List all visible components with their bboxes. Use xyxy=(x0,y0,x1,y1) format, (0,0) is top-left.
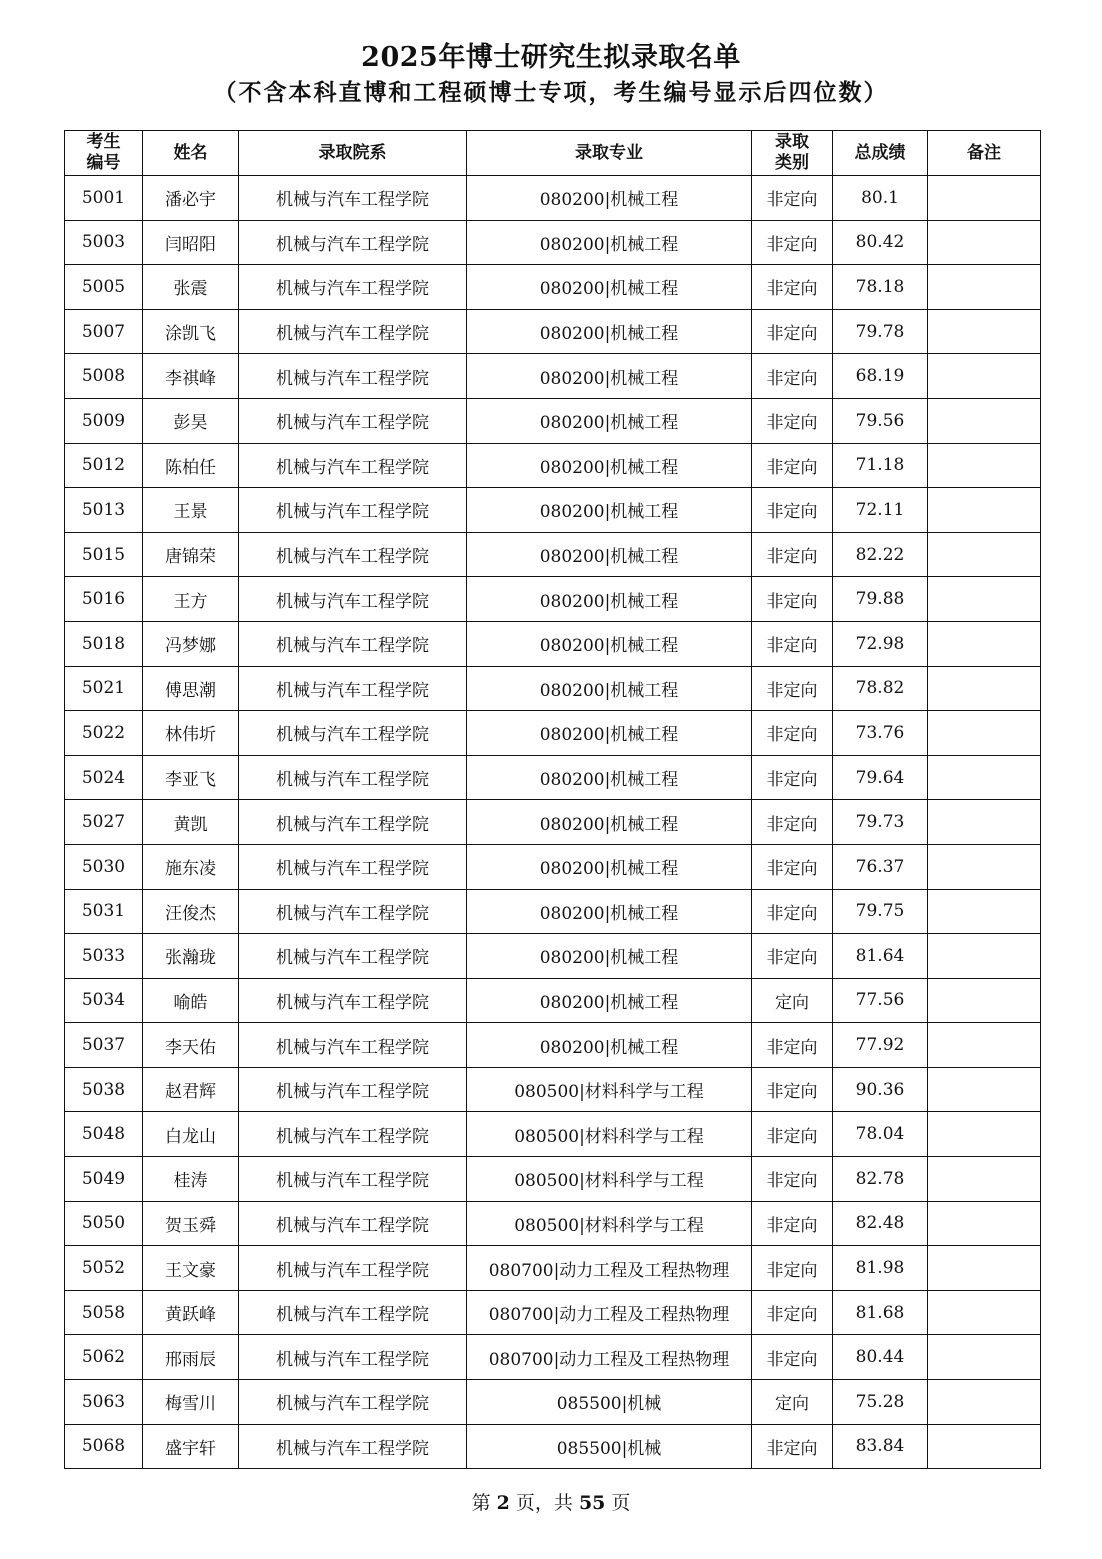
cell-total-score: 81.68 xyxy=(833,1290,928,1335)
header-remark: 备注 xyxy=(928,131,1041,176)
cell-major: 080200|机械工程 xyxy=(467,354,752,399)
cell-total-score: 77.56 xyxy=(833,978,928,1023)
cell-remark xyxy=(928,1335,1041,1380)
header-admission-type xyxy=(752,131,833,176)
cell-admission-type: 非定向 xyxy=(752,220,833,265)
cell-name: 傅思潮 xyxy=(143,666,239,711)
cell-total-score: 72.98 xyxy=(833,621,928,666)
page-subtitle: （不含本科直博和工程硕博士专项，考生编号显示后四位数） xyxy=(213,79,889,106)
cell-admission-type: 非定向 xyxy=(752,844,833,889)
cell-name: 汪俊杰 xyxy=(143,889,239,934)
table-row xyxy=(65,755,1041,800)
cell-candidate-id: 5049 xyxy=(65,1157,143,1202)
cell-name: 唐锦荣 xyxy=(143,532,239,577)
header-candidate-id xyxy=(65,131,143,176)
cell-department: 机械与汽车工程学院 xyxy=(239,889,467,934)
table-row xyxy=(65,978,1041,1023)
cell-total-score: 79.75 xyxy=(833,889,928,934)
cell-remark xyxy=(928,1023,1041,1068)
cell-name: 桂涛 xyxy=(143,1157,239,1202)
cell-candidate-id: 5030 xyxy=(65,844,143,889)
cell-remark xyxy=(928,1424,1041,1469)
table-row xyxy=(65,1112,1041,1157)
cell-total-score: 79.56 xyxy=(833,398,928,443)
cell-major: 080200|机械工程 xyxy=(467,844,752,889)
cell-department: 机械与汽车工程学院 xyxy=(239,666,467,711)
cell-candidate-id: 5052 xyxy=(65,1246,143,1291)
table-header-row xyxy=(65,131,1041,176)
footer-total-pages: 55 xyxy=(578,1492,606,1514)
cell-department: 机械与汽车工程学院 xyxy=(239,621,467,666)
cell-department: 机械与汽车工程学院 xyxy=(239,1246,467,1291)
cell-department: 机械与汽车工程学院 xyxy=(239,1290,467,1335)
cell-candidate-id: 5063 xyxy=(65,1380,143,1425)
table-row xyxy=(65,844,1041,889)
cell-candidate-id: 5018 xyxy=(65,621,143,666)
cell-department: 机械与汽车工程学院 xyxy=(239,1067,467,1112)
cell-major: 080500|材料科学与工程 xyxy=(467,1201,752,1246)
table-row xyxy=(65,1246,1041,1291)
cell-major: 080200|机械工程 xyxy=(467,934,752,979)
header-admission-type-line1: 录取 xyxy=(775,132,809,152)
cell-remark xyxy=(928,532,1041,577)
cell-department: 机械与汽车工程学院 xyxy=(239,176,467,221)
cell-admission-type: 非定向 xyxy=(752,1335,833,1380)
cell-candidate-id: 5008 xyxy=(65,354,143,399)
cell-candidate-id: 5037 xyxy=(65,1023,143,1068)
cell-major: 080200|机械工程 xyxy=(467,621,752,666)
cell-department: 机械与汽车工程学院 xyxy=(239,1023,467,1068)
cell-admission-type: 非定向 xyxy=(752,711,833,756)
cell-remark xyxy=(928,844,1041,889)
table-row xyxy=(65,1424,1041,1469)
cell-candidate-id: 5050 xyxy=(65,1201,143,1246)
cell-name: 李天佑 xyxy=(143,1023,239,1068)
cell-total-score: 78.18 xyxy=(833,265,928,310)
cell-major: 080700|动力工程及工程热物理 xyxy=(467,1335,752,1380)
table-row xyxy=(65,1290,1041,1335)
table-row xyxy=(65,398,1041,443)
cell-department: 机械与汽车工程学院 xyxy=(239,354,467,399)
cell-admission-type: 非定向 xyxy=(752,755,833,800)
cell-candidate-id: 5033 xyxy=(65,934,143,979)
cell-total-score: 81.64 xyxy=(833,934,928,979)
cell-admission-type: 非定向 xyxy=(752,265,833,310)
table-row xyxy=(65,889,1041,934)
cell-total-score: 79.73 xyxy=(833,800,928,845)
cell-remark xyxy=(928,309,1041,354)
cell-remark xyxy=(928,1290,1041,1335)
cell-department: 机械与汽车工程学院 xyxy=(239,1201,467,1246)
cell-major: 080500|材料科学与工程 xyxy=(467,1112,752,1157)
table-row xyxy=(65,666,1041,711)
cell-department: 机械与汽车工程学院 xyxy=(239,1424,467,1469)
table-row xyxy=(65,220,1041,265)
cell-department: 机械与汽车工程学院 xyxy=(239,532,467,577)
cell-total-score: 78.04 xyxy=(833,1112,928,1157)
table-row xyxy=(65,354,1041,399)
cell-candidate-id: 5016 xyxy=(65,577,143,622)
table-row xyxy=(65,488,1041,533)
table-row xyxy=(65,1335,1041,1380)
cell-total-score: 71.18 xyxy=(833,443,928,488)
cell-major: 080200|机械工程 xyxy=(467,755,752,800)
header-candidate-id-line1: 考生 xyxy=(86,132,121,152)
cell-name: 赵君辉 xyxy=(143,1067,239,1112)
cell-candidate-id: 5012 xyxy=(65,443,143,488)
table-row xyxy=(65,800,1041,845)
cell-candidate-id: 5013 xyxy=(65,488,143,533)
cell-admission-type: 非定向 xyxy=(752,354,833,399)
cell-remark xyxy=(928,488,1041,533)
cell-admission-type: 非定向 xyxy=(752,1290,833,1335)
cell-remark xyxy=(928,1157,1041,1202)
cell-remark xyxy=(928,666,1041,711)
cell-major: 080200|机械工程 xyxy=(467,220,752,265)
table-row xyxy=(65,176,1041,221)
cell-remark xyxy=(928,176,1041,221)
cell-department: 机械与汽车工程学院 xyxy=(239,978,467,1023)
cell-major: 080200|机械工程 xyxy=(467,309,752,354)
cell-admission-type: 非定向 xyxy=(752,1112,833,1157)
cell-major: 080700|动力工程及工程热物理 xyxy=(467,1246,752,1291)
cell-remark xyxy=(928,443,1041,488)
cell-admission-type: 非定向 xyxy=(752,1023,833,1068)
cell-major: 080200|机械工程 xyxy=(467,265,752,310)
cell-remark xyxy=(928,398,1041,443)
cell-total-score: 80.1 xyxy=(833,176,928,221)
cell-candidate-id: 5003 xyxy=(65,220,143,265)
cell-department: 机械与汽车工程学院 xyxy=(239,309,467,354)
cell-admission-type: 定向 xyxy=(752,978,833,1023)
cell-total-score: 73.76 xyxy=(833,711,928,756)
cell-department: 机械与汽车工程学院 xyxy=(239,398,467,443)
cell-candidate-id: 5062 xyxy=(65,1335,143,1380)
cell-total-score: 79.78 xyxy=(833,309,928,354)
cell-name: 林伟圻 xyxy=(143,711,239,756)
cell-candidate-id: 5007 xyxy=(65,309,143,354)
table-row xyxy=(65,309,1041,354)
cell-department: 机械与汽车工程学院 xyxy=(239,1112,467,1157)
cell-total-score: 79.88 xyxy=(833,577,928,622)
cell-candidate-id: 5009 xyxy=(65,398,143,443)
cell-total-score: 81.98 xyxy=(833,1246,928,1291)
cell-department: 机械与汽车工程学院 xyxy=(239,220,467,265)
cell-department: 机械与汽车工程学院 xyxy=(239,934,467,979)
cell-name: 李祺峰 xyxy=(143,354,239,399)
cell-name: 贺玉舜 xyxy=(143,1201,239,1246)
cell-major: 080200|机械工程 xyxy=(467,711,752,756)
cell-name: 潘必宇 xyxy=(143,176,239,221)
cell-major: 080500|材料科学与工程 xyxy=(467,1067,752,1112)
cell-major: 080200|机械工程 xyxy=(467,176,752,221)
cell-major: 085500|机械 xyxy=(467,1380,752,1425)
cell-candidate-id: 5068 xyxy=(65,1424,143,1469)
header-department: 录取院系 xyxy=(239,131,467,176)
cell-name: 彭昊 xyxy=(143,398,239,443)
cell-total-score: 68.19 xyxy=(833,354,928,399)
cell-candidate-id: 5024 xyxy=(65,755,143,800)
cell-name: 张震 xyxy=(143,265,239,310)
cell-admission-type: 非定向 xyxy=(752,443,833,488)
cell-total-score: 90.36 xyxy=(833,1067,928,1112)
cell-department: 机械与汽车工程学院 xyxy=(239,577,467,622)
cell-remark xyxy=(928,621,1041,666)
cell-candidate-id: 5001 xyxy=(65,176,143,221)
table-row xyxy=(65,443,1041,488)
header-admission-type-line2: 类别 xyxy=(775,153,809,173)
cell-admission-type: 非定向 xyxy=(752,1424,833,1469)
cell-admission-type: 非定向 xyxy=(752,934,833,979)
cell-total-score: 72.11 xyxy=(833,488,928,533)
cell-remark xyxy=(928,1067,1041,1112)
cell-remark xyxy=(928,1380,1041,1425)
cell-admission-type: 非定向 xyxy=(752,1246,833,1291)
cell-remark xyxy=(928,889,1041,934)
cell-major: 080200|机械工程 xyxy=(467,1023,752,1068)
cell-remark xyxy=(928,711,1041,756)
cell-total-score: 76.37 xyxy=(833,844,928,889)
cell-total-score: 80.44 xyxy=(833,1335,928,1380)
cell-total-score: 78.82 xyxy=(833,666,928,711)
cell-admission-type: 非定向 xyxy=(752,1157,833,1202)
header-total-score: 总成绩 xyxy=(833,131,928,176)
cell-remark xyxy=(928,934,1041,979)
cell-candidate-id: 5058 xyxy=(65,1290,143,1335)
cell-department: 机械与汽车工程学院 xyxy=(239,1335,467,1380)
table-body xyxy=(65,176,1041,1469)
cell-department: 机械与汽车工程学院 xyxy=(239,488,467,533)
cell-department: 机械与汽车工程学院 xyxy=(239,844,467,889)
cell-admission-type: 非定向 xyxy=(752,398,833,443)
cell-candidate-id: 5048 xyxy=(65,1112,143,1157)
cell-remark xyxy=(928,800,1041,845)
cell-admission-type: 非定向 xyxy=(752,800,833,845)
cell-department: 机械与汽车工程学院 xyxy=(239,265,467,310)
cell-name: 王文豪 xyxy=(143,1246,239,1291)
cell-name: 梅雪川 xyxy=(143,1380,239,1425)
cell-candidate-id: 5022 xyxy=(65,711,143,756)
cell-remark xyxy=(928,220,1041,265)
cell-name: 陈柏任 xyxy=(143,443,239,488)
cell-name: 张瀚珑 xyxy=(143,934,239,979)
cell-major: 080200|机械工程 xyxy=(467,889,752,934)
cell-remark xyxy=(928,354,1041,399)
footer-prefix: 第 xyxy=(471,1492,497,1514)
cell-candidate-id: 5034 xyxy=(65,978,143,1023)
cell-department: 机械与汽车工程学院 xyxy=(239,1380,467,1425)
table-row xyxy=(65,1157,1041,1202)
cell-department: 机械与汽车工程学院 xyxy=(239,800,467,845)
cell-major: 080200|机械工程 xyxy=(467,577,752,622)
cell-admission-type: 非定向 xyxy=(752,889,833,934)
cell-total-score: 79.64 xyxy=(833,755,928,800)
cell-candidate-id: 5005 xyxy=(65,265,143,310)
cell-major: 080200|机械工程 xyxy=(467,488,752,533)
cell-admission-type: 非定向 xyxy=(752,488,833,533)
cell-admission-type: 定向 xyxy=(752,1380,833,1425)
cell-major: 085500|机械 xyxy=(467,1424,752,1469)
cell-candidate-id: 5021 xyxy=(65,666,143,711)
cell-admission-type: 非定向 xyxy=(752,1201,833,1246)
cell-remark xyxy=(928,755,1041,800)
cell-name: 涂凯飞 xyxy=(143,309,239,354)
cell-candidate-id: 5031 xyxy=(65,889,143,934)
cell-remark xyxy=(928,1112,1041,1157)
cell-major: 080700|动力工程及工程热物理 xyxy=(467,1290,752,1335)
footer-page-number: 2 xyxy=(496,1492,510,1514)
cell-name: 李亚飞 xyxy=(143,755,239,800)
table-row xyxy=(65,934,1041,979)
cell-candidate-id: 5027 xyxy=(65,800,143,845)
cell-name: 喻皓 xyxy=(143,978,239,1023)
cell-total-score: 83.84 xyxy=(833,1424,928,1469)
table-row xyxy=(65,1023,1041,1068)
cell-major: 080200|机械工程 xyxy=(467,443,752,488)
cell-remark xyxy=(928,265,1041,310)
header-candidate-id-line2: 编号 xyxy=(86,153,121,173)
cell-admission-type: 非定向 xyxy=(752,309,833,354)
cell-candidate-id: 5015 xyxy=(65,532,143,577)
cell-name: 黄跃峰 xyxy=(143,1290,239,1335)
cell-total-score: 82.78 xyxy=(833,1157,928,1202)
cell-name: 盛宇轩 xyxy=(143,1424,239,1469)
footer-suffix: 页 xyxy=(605,1492,631,1514)
cell-candidate-id: 5038 xyxy=(65,1067,143,1112)
table-row xyxy=(65,265,1041,310)
cell-department: 机械与汽车工程学院 xyxy=(239,711,467,756)
cell-admission-type: 非定向 xyxy=(752,621,833,666)
cell-admission-type: 非定向 xyxy=(752,532,833,577)
cell-total-score: 82.22 xyxy=(833,532,928,577)
table-row xyxy=(65,711,1041,756)
cell-total-score: 75.28 xyxy=(833,1380,928,1425)
cell-remark xyxy=(928,978,1041,1023)
cell-admission-type: 非定向 xyxy=(752,176,833,221)
cell-name: 闫昭阳 xyxy=(143,220,239,265)
footer-middle: 页，共 xyxy=(509,1492,579,1514)
cell-name: 黄凯 xyxy=(143,800,239,845)
header-major: 录取专业 xyxy=(467,131,752,176)
cell-remark xyxy=(928,1246,1041,1291)
page-title: 2025年博士研究生拟录取名单 xyxy=(361,42,741,73)
cell-department: 机械与汽车工程学院 xyxy=(239,1157,467,1202)
cell-total-score: 80.42 xyxy=(833,220,928,265)
table-row xyxy=(65,621,1041,666)
cell-name: 邢雨辰 xyxy=(143,1335,239,1380)
table-row xyxy=(65,1201,1041,1246)
cell-name: 冯梦娜 xyxy=(143,621,239,666)
header-name: 姓名 xyxy=(143,131,239,176)
cell-name: 施东凌 xyxy=(143,844,239,889)
cell-remark xyxy=(928,1201,1041,1246)
cell-name: 王方 xyxy=(143,577,239,622)
cell-admission-type: 非定向 xyxy=(752,1067,833,1112)
admission-table xyxy=(64,130,1041,1469)
cell-major: 080200|机械工程 xyxy=(467,800,752,845)
cell-admission-type: 非定向 xyxy=(752,666,833,711)
cell-department: 机械与汽车工程学院 xyxy=(239,443,467,488)
cell-remark xyxy=(928,577,1041,622)
cell-department: 机械与汽车工程学院 xyxy=(239,755,467,800)
cell-major: 080500|材料科学与工程 xyxy=(467,1157,752,1202)
cell-major: 080200|机械工程 xyxy=(467,532,752,577)
cell-major: 080200|机械工程 xyxy=(467,666,752,711)
cell-major: 080200|机械工程 xyxy=(467,978,752,1023)
table-row xyxy=(65,532,1041,577)
cell-name: 王景 xyxy=(143,488,239,533)
table-row xyxy=(65,577,1041,622)
cell-major: 080200|机械工程 xyxy=(467,398,752,443)
table-row xyxy=(65,1380,1041,1425)
page-footer xyxy=(0,1489,1102,1517)
cell-name: 白龙山 xyxy=(143,1112,239,1157)
cell-total-score: 82.48 xyxy=(833,1201,928,1246)
cell-admission-type: 非定向 xyxy=(752,577,833,622)
cell-total-score: 77.92 xyxy=(833,1023,928,1068)
table-row xyxy=(65,1067,1041,1112)
